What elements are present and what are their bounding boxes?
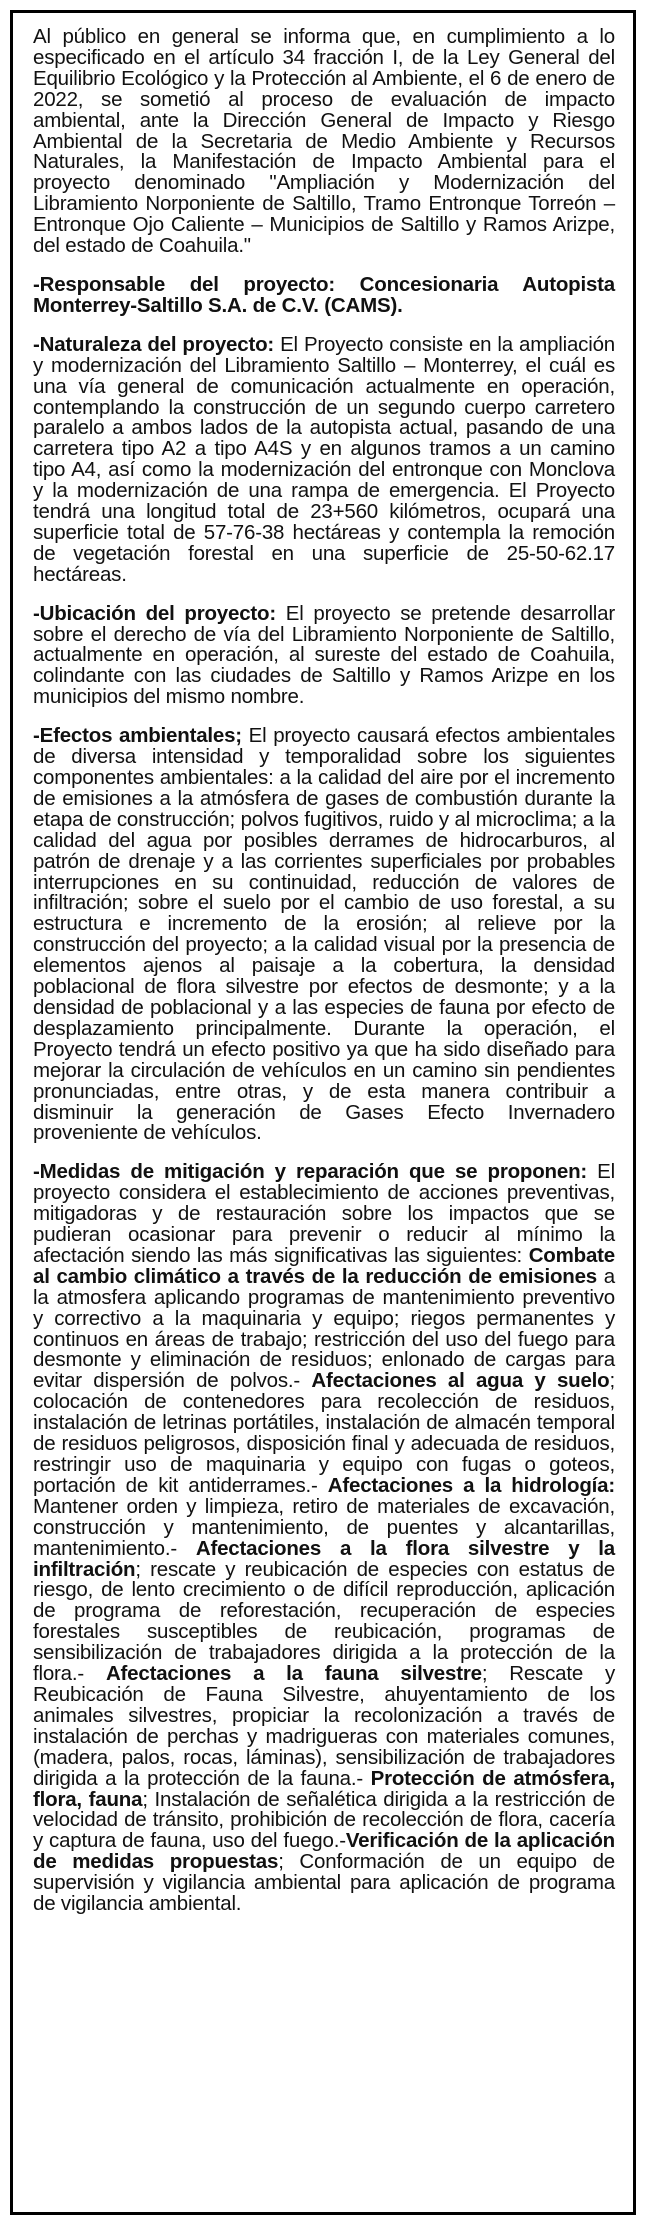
- climate-text: a la atmosfera aplicando programas de mantenimiento preventivo y correctivo a la maquinaria y equipo; riegos permanentes y continuos en áreas de trabajo; restricción del uso del fuego para desmonte y eliminación de residuos; enlonado de cargas para evitar dispersión de polvos.-: [33, 1264, 615, 1393]
- intro-paragraph: Al público en general se informa que, en cumplimiento a lo especificado en el artículo 34 fracción I, de la Ley General del Equilibrio Ecológico y la Protección al Ambiente, el 6 de enero de 2022, se sometió al proceso de evaluación de impacto ambiental, ante la Dirección General de Impacto y Riesgo Ambiental de la Secretaria de Medio Ambiente y Recursos Naturales, la Manifestación de Impacto Ambiental para el proyecto denominado "Ampliación y Modernización del Libramiento Norponiente de Saltillo, Tramo Entronque Torreón – Entronque Ojo Caliente – Municipios de Saltillo y Ramos Arizpe, del estado de Coahuila.": [33, 25, 615, 258]
- climate-heading: Combate al cambio climático a través de la reducción de emisiones: [33, 1243, 615, 1288]
- measures-label: -Medidas de mitigación y reparación que se proponen:: [33, 1160, 588, 1184]
- hydrology-text: Mantener orden y limpieza, retiro de materiales de excavación, construcción y mantenimiento, de puentes y alcantarillas, mantenimiento.-: [33, 1494, 615, 1560]
- measures-text: El proyecto considera el establecimiento de acciones preventivas, mitigadoras y de restauración sobre los impactos que se pudieran ocasionar para prevenir o reducir al mínimo la afectación siendo las más significativas las siguientes:: [33, 1160, 615, 1267]
- effects-text: El proyecto causará efectos ambientales de diversa intensidad y temporalidad sobre los siguientes componentes ambientales: a la calidad del aire por el incremento de emisiones a la atmósfera de gases de combustión durante la etapa de construcción; polvos fugitivos, ruido y al microclima; a la calidad del agua por posibles derrames de hidrocarburos, al patrón de drenaje y a las corrientes superficiales por probables interrupciones en su continuidad, reducción de valores de infiltración; sobre el suelo por el cambio de uso forestal, a su estructura e incremento de la erosión; al relieve por la construcción del proyecto; a la calidad visual por la presencia de elementos ajenos al paisaje a la cobertura, la densidad poblacional de flora silvestre por efectos de desmonte; y a la densidad de poblacional y a las especies de fauna por efecto de desplazamiento principalmente. Durante la operación, el Proyecto tendrá un efecto positivo ya que ha sido diseñado para mejorar la circulación de vehículos en un camino sin pendientes pronunciadas, entre otras, y de esta manera contribuir a disminuir la generación de Gases Efecto Invernadero proveniente de vehículos.: [33, 724, 615, 1145]
- flora-text: ; rescate y reubicación de especies con estatus de riesgo, de lento crecimiento o de difícil reproducción, aplicación de programa de reforestación, recuperación de especies forestales susceptibles de reubicación, programas de sensibilización de trabajadores dirigida a la protección de la flora.-: [33, 1557, 615, 1686]
- fauna-text: ; Rescate y Reubicación de Fauna Silvestre, ahuyentamiento de los animales silvestres, propiciar la recolonización a través de instalación de perchas y madrigueras con materiales comunes, (madera, palos, rocas, láminas), sensibilización de trabajadores dirigida a la protección de la fauna.-: [33, 1662, 616, 1790]
- flora-heading: Afectaciones a la flora silvestre y la infiltración: [33, 1536, 615, 1581]
- water-soil-text: ; colocación de contenedores para recolección de residuos, instalación de letrinas portátiles, instalación de almacén temporal de residuos peligrosos, disposición final y adecuada de residuos, restringir uso de maquinaria y equipo con fugas o goteos, portación de kit antiderrames.-: [33, 1369, 615, 1497]
- location-text: El proyecto se pretende desarrollar sobre el derecho de vía del Libramiento Norponiente de Saltillo, actualmente en operación, al sureste del estado de Coahuila, colindante con las ciudades de Saltillo y Ramos Arizpe en los municipios del mismo nombre.: [33, 601, 615, 709]
- public-notice: [10, 10, 636, 2215]
- verification-text: ; Conformación de un equipo de supervisión y vigilancia ambiental para aplicación de programa de vigilancia ambiental.: [33, 1850, 615, 1916]
- fauna-heading: Afectaciones a la fauna silvestre: [105, 1662, 482, 1686]
- location-paragraph: [33, 601, 615, 709]
- nature-text: El Proyecto consiste en la ampliación y modernización del Libramiento Saltillo – Monterrey, el cuál es una vía general de comunicación actualmente en operación, contemplando la construcción de un segundo cuerpo carretero paralelo a ambos lados de la autopista actual, pasando de una carretera tipo A2 a tipo A4S y en algunos tramos a un camino tipo A4, así como la modernización del entronque con Monclova y la modernización de una rampa de emergencia. El Proyecto tendrá una longitud total de 23+560 kilómetros, ocupará una superficie total de 57-76-38 hectáreas y contempla la remoción de vegetación forestal en una superficie de 25-50-62.17 hectáreas.: [33, 332, 615, 586]
- hydrology-heading: Afectaciones a la hidrología:: [327, 1473, 615, 1497]
- protection-text: ; Instalación de señalética dirigida a la restricción de velocidad de tránsito, prohibición de recolección de flora, cacería y captura de fauna, uso del fuego.-: [33, 1787, 616, 1853]
- protection-heading: Protección de atmósfera, flora, fauna: [33, 1766, 616, 1811]
- nature-paragraph: [33, 332, 615, 586]
- measures-paragraph: [33, 1162, 615, 1915]
- nature-label: -Naturaleza del proyecto:: [33, 332, 275, 356]
- effects-label: -Efectos ambientales;: [33, 724, 242, 748]
- water-soil-heading: Afectaciones al agua y suelo: [311, 1369, 610, 1393]
- location-label: -Ubicación del proyecto:: [33, 601, 276, 625]
- responsible-label: -Responsable del proyecto: Concesionaria Autopista Monterrey-Saltillo S.A. de C.V. (CAMS).: [33, 272, 615, 317]
- responsible-paragraph: [33, 272, 615, 317]
- verification-heading: Verificación de la aplicación de medidas propuestas: [33, 1829, 615, 1874]
- effects-paragraph: [33, 726, 615, 1144]
